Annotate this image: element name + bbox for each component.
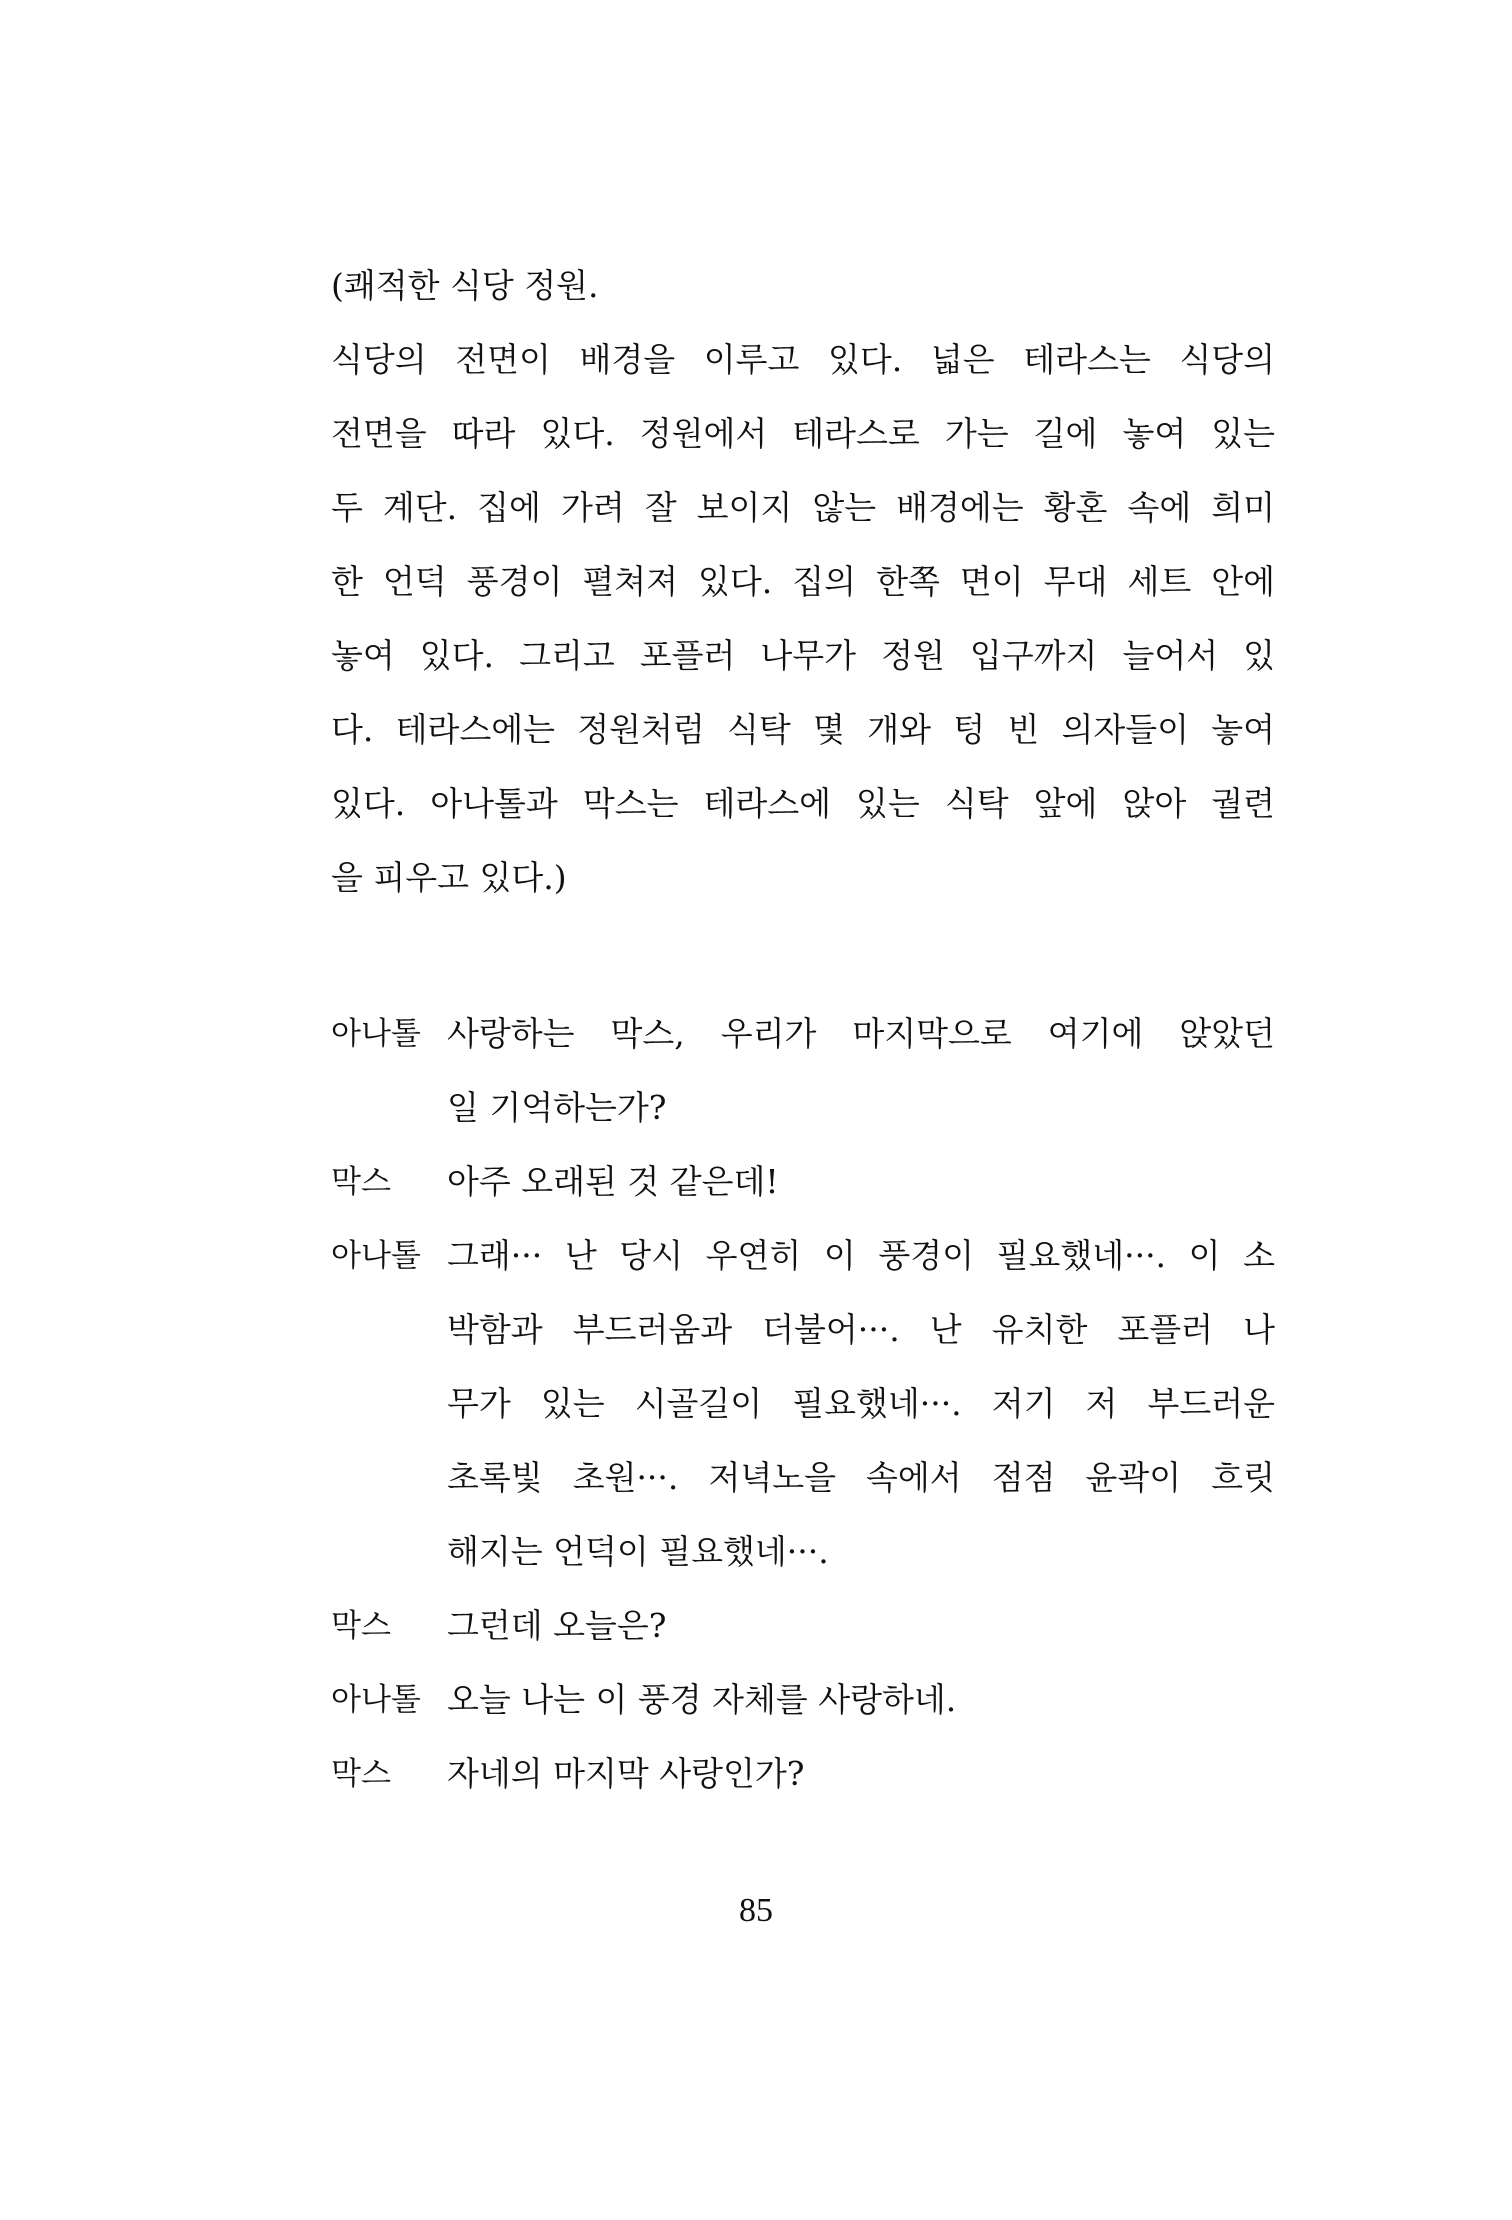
page-number: 85 xyxy=(739,1892,773,1929)
stage-line: 두 계단. 집에 가려 잘 보이지 않는 배경에는 황혼 속에 희미 xyxy=(331,488,1275,527)
dialogue xyxy=(331,1006,1275,1820)
speaker-name: 막스 xyxy=(331,1608,391,1644)
speech-line: 무가 있는 시골길이 필요했네···. 저기 저 부드러운 xyxy=(447,1384,1275,1423)
speech-line: 박함과 부드러움과 더불어···. 난 유치한 포플러 나 xyxy=(447,1310,1275,1349)
stage-line: 을 피우고 있다.) xyxy=(331,858,567,897)
speech-anatol-2 xyxy=(331,1228,1275,1598)
speaker-name: 막스 xyxy=(331,1164,391,1200)
stage-direction xyxy=(331,258,1275,924)
speech-line: 그런데 오늘은? xyxy=(447,1606,667,1645)
speech-anatol-3 xyxy=(331,1672,1275,1746)
speech-line: 일 기억하는가? xyxy=(447,1088,667,1127)
stage-line: (쾌적한 식당 정원. xyxy=(331,266,599,305)
stage-line: 한 언덕 풍경이 펼쳐져 있다. 집의 한쪽 면이 무대 세트 안에 xyxy=(331,562,1275,601)
stage-line: 놓여 있다. 그리고 포플러 나무가 정원 입구까지 늘어서 있 xyxy=(331,636,1275,675)
speaker-name: 막스 xyxy=(331,1756,391,1792)
speech-line: 자네의 마지막 사랑인가? xyxy=(447,1754,805,1793)
speech-line: 그래··· 난 당시 우연히 이 풍경이 필요했네···. 이 소 xyxy=(447,1236,1275,1275)
speech-max-3 xyxy=(331,1746,1275,1820)
speaker-name: 아나톨 xyxy=(331,1238,421,1274)
speech-line: 아주 오래된 것 같은데! xyxy=(447,1162,779,1201)
stage-line: 식당의 전면이 배경을 이루고 있다. 넓은 테라스는 식당의 xyxy=(331,340,1275,379)
speech-line: 사랑하는 막스, 우리가 마지막으로 여기에 앉았던 xyxy=(447,1014,1275,1053)
stage-line: 전면을 따라 있다. 정원에서 테라스로 가는 길에 놓여 있는 xyxy=(331,414,1275,453)
speech-max-2 xyxy=(331,1598,1275,1672)
speech-line: 오늘 나는 이 풍경 자체를 사랑하네. xyxy=(447,1680,957,1719)
speech-anatol-1 xyxy=(331,1006,1275,1154)
speech-line: 초록빛 초원···. 저녁노을 속에서 점점 윤곽이 흐릿 xyxy=(447,1458,1275,1497)
speech-max-1 xyxy=(331,1154,1275,1228)
speaker-name: 아나톨 xyxy=(331,1016,421,1052)
speech-line: 해지는 언덕이 필요했네···. xyxy=(447,1532,829,1571)
stage-line: 다. 테라스에는 정원처럼 식탁 몇 개와 텅 빈 의자들이 놓여 xyxy=(331,710,1275,749)
stage-line: 있다. 아나톨과 막스는 테라스에 있는 식탁 앞에 앉아 궐련 xyxy=(331,784,1275,823)
speaker-name: 아나톨 xyxy=(331,1682,421,1718)
